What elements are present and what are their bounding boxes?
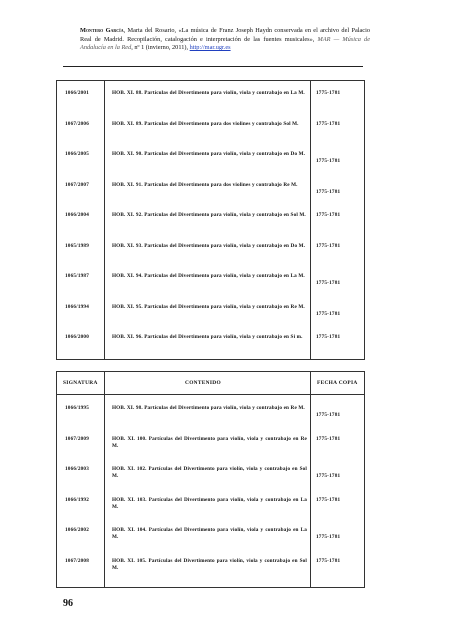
fecha-copia-cell: 1775-1781 — [316, 242, 341, 249]
header-fecha-copia: FECHA COPIA — [317, 380, 358, 386]
page-number: 96 — [63, 598, 73, 609]
header-contenido: CONTENIDO — [185, 380, 221, 386]
contenido-cell: HOB. XI. 102. Partículas del Divertimento para violín, viola y contrabajo en Sol M. — [112, 466, 307, 479]
contenido-cell: HOB. XI. 92. Partículas del Divertimento para violín, viola y contrabajo en Sol M. — [112, 212, 306, 218]
fecha-copia-cell: 1775-1781 — [316, 158, 341, 164]
contenido-cell: HOB. XI. 89. Partículas del Divertimento para dos violines y contrabajo Sol M. — [112, 120, 299, 127]
signatura-cell: 1066/1994 — [65, 303, 89, 310]
contenido-cell: HOB. XI. 91. Partículas del Divertimento para dos violines y contrabajo Re M. — [112, 181, 298, 188]
fecha-copia-cell: 1775-1781 — [316, 120, 341, 127]
contenido-cell: HOB. XI. 95. Partículas del Divertimento para violín, viola y contrabajo en Re M. — [112, 303, 305, 310]
fecha-copia-cell: 1775-1781 — [316, 496, 341, 503]
signatura-cell: 1067/2009 — [65, 435, 89, 442]
fecha-copia-cell: 1775-1781 — [316, 280, 341, 286]
fecha-copia-cell: 1775-1781 — [316, 212, 341, 218]
header-divider — [63, 66, 363, 67]
fecha-copia-cell: 1775-1781 — [316, 473, 341, 479]
contenido-cell: HOB. XI. 104. Partículas del Divertimento para violín, viola y contrabajo en La M. — [112, 527, 307, 540]
fecha-copia-cell: 1775-1781 — [316, 90, 341, 96]
signatura-cell: 1067/2006 — [65, 120, 89, 127]
header-journal: MAR — Música de Andalucía en la Red — [80, 35, 370, 52]
column-divider — [104, 372, 105, 587]
signatura-cell: 1066/2000 — [65, 334, 89, 340]
signatura-cell: 1066/2002 — [65, 527, 89, 533]
contenido-cell: HOB. XI. 100. Partículas del Divertimento para violín, viola y contrabajo en Re M. — [112, 435, 307, 449]
signatura-cell: 1067/2007 — [65, 181, 89, 188]
signatura-cell: 1066/2001 — [65, 90, 89, 96]
fecha-copia-cell: 1775-1781 — [316, 412, 341, 418]
header-citation: , Marta del Rosario, «La música de Franz Joseph Haydn conservada en el archivo del Palacio Real de Madrid. Recopilación, catalogación e interpretación de las fuentes musicales», — [80, 27, 370, 43]
header-issue: , nº 1 (invierno, 2011), — [131, 44, 189, 52]
fecha-copia-cell: 1775-1781 — [316, 310, 341, 317]
contenido-cell: HOB. XI. 90. Partículas del Divertimento para violín, viola y contrabajo en Do M. — [112, 151, 306, 157]
column-divider — [104, 81, 105, 359]
catalog-table-1 — [56, 80, 365, 360]
page-header — [80, 27, 370, 53]
contenido-cell: HOB. XI. 93. Partículas del Divertimento para violín, viola y contrabajo en Do M. — [112, 242, 306, 249]
signatura-cell: 1066/2003 — [65, 466, 89, 472]
fecha-copia-cell: 1775-1781 — [316, 188, 341, 195]
fecha-copia-cell: 1775-1781 — [316, 334, 341, 340]
signatura-cell: 1065/1989 — [65, 242, 89, 249]
fecha-copia-cell: 1775-1781 — [316, 435, 341, 442]
header-author: Montero García — [80, 27, 124, 34]
column-divider — [310, 372, 311, 587]
fecha-copia-cell: 1775-1781 — [316, 557, 341, 564]
contenido-cell: HOB. XI. 105. Partículas del Divertimento para violín, viola y contrabajo en Sol M. — [112, 557, 307, 571]
fecha-copia-cell: 1775-1781 — [316, 534, 341, 540]
header-url-link[interactable]: http://mar.ugr.es — [189, 44, 231, 52]
contenido-cell: HOB. XI. 96. Partículas del Divertimento para violín, viola y contrabajo en Si m. — [112, 334, 303, 340]
catalog-table-2 — [56, 371, 365, 588]
header-signatura: SIGNATURA — [63, 380, 98, 386]
signatura-cell: 1066/2004 — [65, 212, 89, 218]
contenido-cell: HOB. XI. 103. Partículas del Divertimento para violín, viola y contrabajo en La M. — [112, 496, 307, 510]
contenido-cell: HOB. XI. 94. Partículas del Divertimento para violín, viola y contrabajo en La M. — [112, 273, 305, 279]
column-divider — [310, 81, 311, 359]
signatura-cell: 1067/2008 — [65, 557, 89, 564]
contenido-cell: HOB. XI. 98. Partículas del Divertimento para violín, viola y contrabajo en Re M. — [112, 405, 305, 411]
contenido-cell: HOB. XI. 88. Partículas del Divertimento para violín, viola y contrabajo en La M. — [112, 90, 305, 96]
signatura-cell: 1066/1992 — [65, 496, 89, 503]
signatura-cell: 1066/1995 — [65, 405, 89, 411]
signatura-cell: 1065/1987 — [65, 273, 89, 279]
signatura-cell: 1066/2005 — [65, 151, 89, 157]
